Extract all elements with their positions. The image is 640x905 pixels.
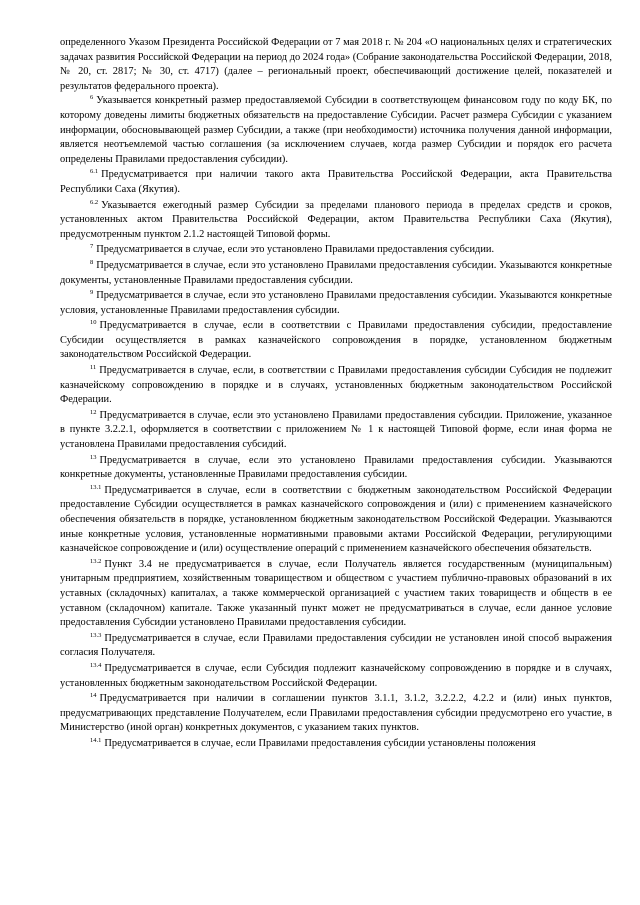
intro-paragraph: определенного Указом Президента Российской Федерации от 7 мая 2018 г. № 204 «О национальных целях и стратегических задачах развития Российской Федерации на период до 2024 года» (Собрание законодательства Российской Федерации, 2018, № 20, ст. 2817; № 30, ст. 4717) (далее – региональный проект, обеспечивающий достижение целей, показателей и результатов федерального проекта).: [60, 37, 612, 92]
footnote: [60, 199, 612, 243]
footnote: [60, 662, 612, 691]
footnote-text: Пункт 3.4 не предусматривается в случае, если Получатель является государственным (муниципальным) унитарным предприятием, хозяйственным товариществом и обществом с участием публично-правовых образований в их уставных (складочных) капиталах, а также коммерческой организацией с участием таких товариществ и обществ в ее уставном (складочном) капитале. Также указанный пункт может не предусматриваться в случае, если данное условие предоставления Субсидии установлено Правилами предоставления субсидии.: [60, 558, 612, 629]
footnote-text: Предусматривается в случае, если Правилами предоставления субсидии установлены положения: [104, 737, 536, 749]
footnote-text: Предусматривается в случае, если в соответствии с бюджетным законодательством Российской Федерации предоставление Субсидии осуществляется в рамках казначейского сопровождения и (или) с применением казначейского обеспечения обязательств в порядке, установленном бюджетным законодательством Российской Федерации. Указываются иные конкретные условия, установленные нормативными правовыми актами Российской Федерации, регулирующими казначейское сопровождение и (или) осуществление операций с применением казначейского обеспечения обязательств.: [60, 484, 612, 555]
footnote-mark: 8: [90, 258, 94, 266]
footnote-text: Предусматривается в случае, если это установлено Правилами предоставления субсидии. Указываются конкретные документы, установленные Правилами предоставления субсидии.: [60, 454, 612, 481]
footnote-text: Предусматривается в случае, если Субсидия подлежит казначейскому сопровождению в порядке и в случаях, установленных бюджетным законодательством Российской Федерации.: [60, 662, 612, 689]
footnote-text: Предусматривается в случае, если это установлено Правилами предоставления субсидии.: [96, 244, 495, 256]
footnote-mark: 10: [90, 319, 97, 327]
footnote-mark: 13: [90, 453, 97, 461]
document-page: [60, 36, 612, 753]
footnote-mark: 6.1: [90, 168, 99, 176]
footnote-mark: 12: [90, 408, 97, 416]
footnote-text: Предусматривается в случае, если в соответствии с Правилами предоставления субсидии, предоставление Субсидии осуществляется в рамках казначейского сопровождения в порядке, установленном бюджетным законодательством Российской Федерации.: [60, 320, 612, 361]
footnote: [60, 259, 612, 288]
footnote-mark: 11: [90, 364, 97, 372]
footnote-text: Предусматривается в случае, если это установлено Правилами предоставления субсидии. Указываются конкретные условия, установленные Правилами предоставления субсидии.: [60, 290, 612, 316]
footnote-text: Предусматривается в случае, если Правилами предоставления субсидии не установлен иной способ выражения согласия Получателя.: [60, 632, 612, 659]
footnote: [60, 168, 612, 197]
footnote-text: Указывается ежегодный размер Субсидии за пределами планового периода в пределах средств и сроков, установленных актом Правительства Российской Федерации, актом Правительства Республики Саха (Якутия), предусмотренным пунктом 2.1.2 настоящей Типовой формы.: [60, 199, 612, 240]
footnote-text: Указывается конкретный размер предоставляемой Субсидии в соответствующем финансовом году по коду БК, по которому доведены лимиты бюджетных обязательств на предоставление Субсидии. Расчет размера Субсидии с указанием информации, обосновывающей размер Субсидии, а также (при необходимости) источника получения данной информации, является неотъемлемой частью соглашения (за исключением случаев, когда размер Субсидии и порядок его расчета определены Правилами предоставления субсидии).: [60, 95, 612, 165]
footnote-mark: 6: [90, 94, 94, 102]
footnote: [60, 364, 612, 408]
footnote: [60, 289, 612, 318]
footnote: [60, 243, 612, 258]
footnote-mark: 13.2: [90, 557, 102, 565]
footnote-mark: 14.1: [90, 736, 102, 744]
footnote: [60, 558, 612, 631]
footnote: [60, 692, 612, 736]
footnote-text: Предусматривается в случае, если это установлено Правилами предоставления субсидии. Указываются конкретные документы, установленные Правилами предоставления субсидии.: [60, 259, 612, 286]
footnote: [60, 319, 612, 363]
footnote: [60, 94, 612, 167]
footnote-text: Предусматривается в случае, если, в соответствии с Правилами предоставления субсидии Субсидия не подлежит казначейскому сопровождению в порядке и в случаях, установленных бюджетным законодательством Российской Федерации.: [60, 365, 612, 406]
footnote: [60, 454, 612, 483]
footnote-mark: 13.4: [90, 661, 102, 669]
footnote-text: Предусматривается в случае, если это установлено Правилами предоставления субсидии. Приложение, указанное в пункте 3.2.2.1, оформляется в соответствии с приложением № 1 к настоящей Типовой форме, если иная форма не установлена Правилами предоставления субсидий.: [60, 409, 612, 451]
footnote-mark: 9: [90, 289, 94, 297]
footnote-text: Предусматривается при наличии в соглашении пунктов 3.1.1, 3.1.2, 3.2.2.2, 4.2.2 и (или) иных пунктов, предусматривающих представление Получателем, если Правилами предоставления субсидии предусмотрено его участие, в Министерство (иной орган) конкретных документов, с указанием таких пунктов.: [60, 693, 612, 734]
footnote: [60, 409, 612, 453]
footnote-mark: 6.2: [90, 198, 99, 206]
footnote-mark: 13.3: [90, 631, 102, 639]
footnote: [60, 484, 612, 557]
footnote: [60, 737, 612, 752]
footnote-mark: 14: [90, 692, 97, 700]
footnote: [60, 632, 612, 661]
footnote-mark: 13.1: [90, 483, 102, 491]
footnote-list: [60, 94, 612, 751]
footnote-text: Предусматривается при наличии такого акта Правительства Российской Федерации, акта Правительства Республики Саха (Якутия).: [60, 169, 612, 195]
footnote-mark: 7: [90, 243, 94, 251]
